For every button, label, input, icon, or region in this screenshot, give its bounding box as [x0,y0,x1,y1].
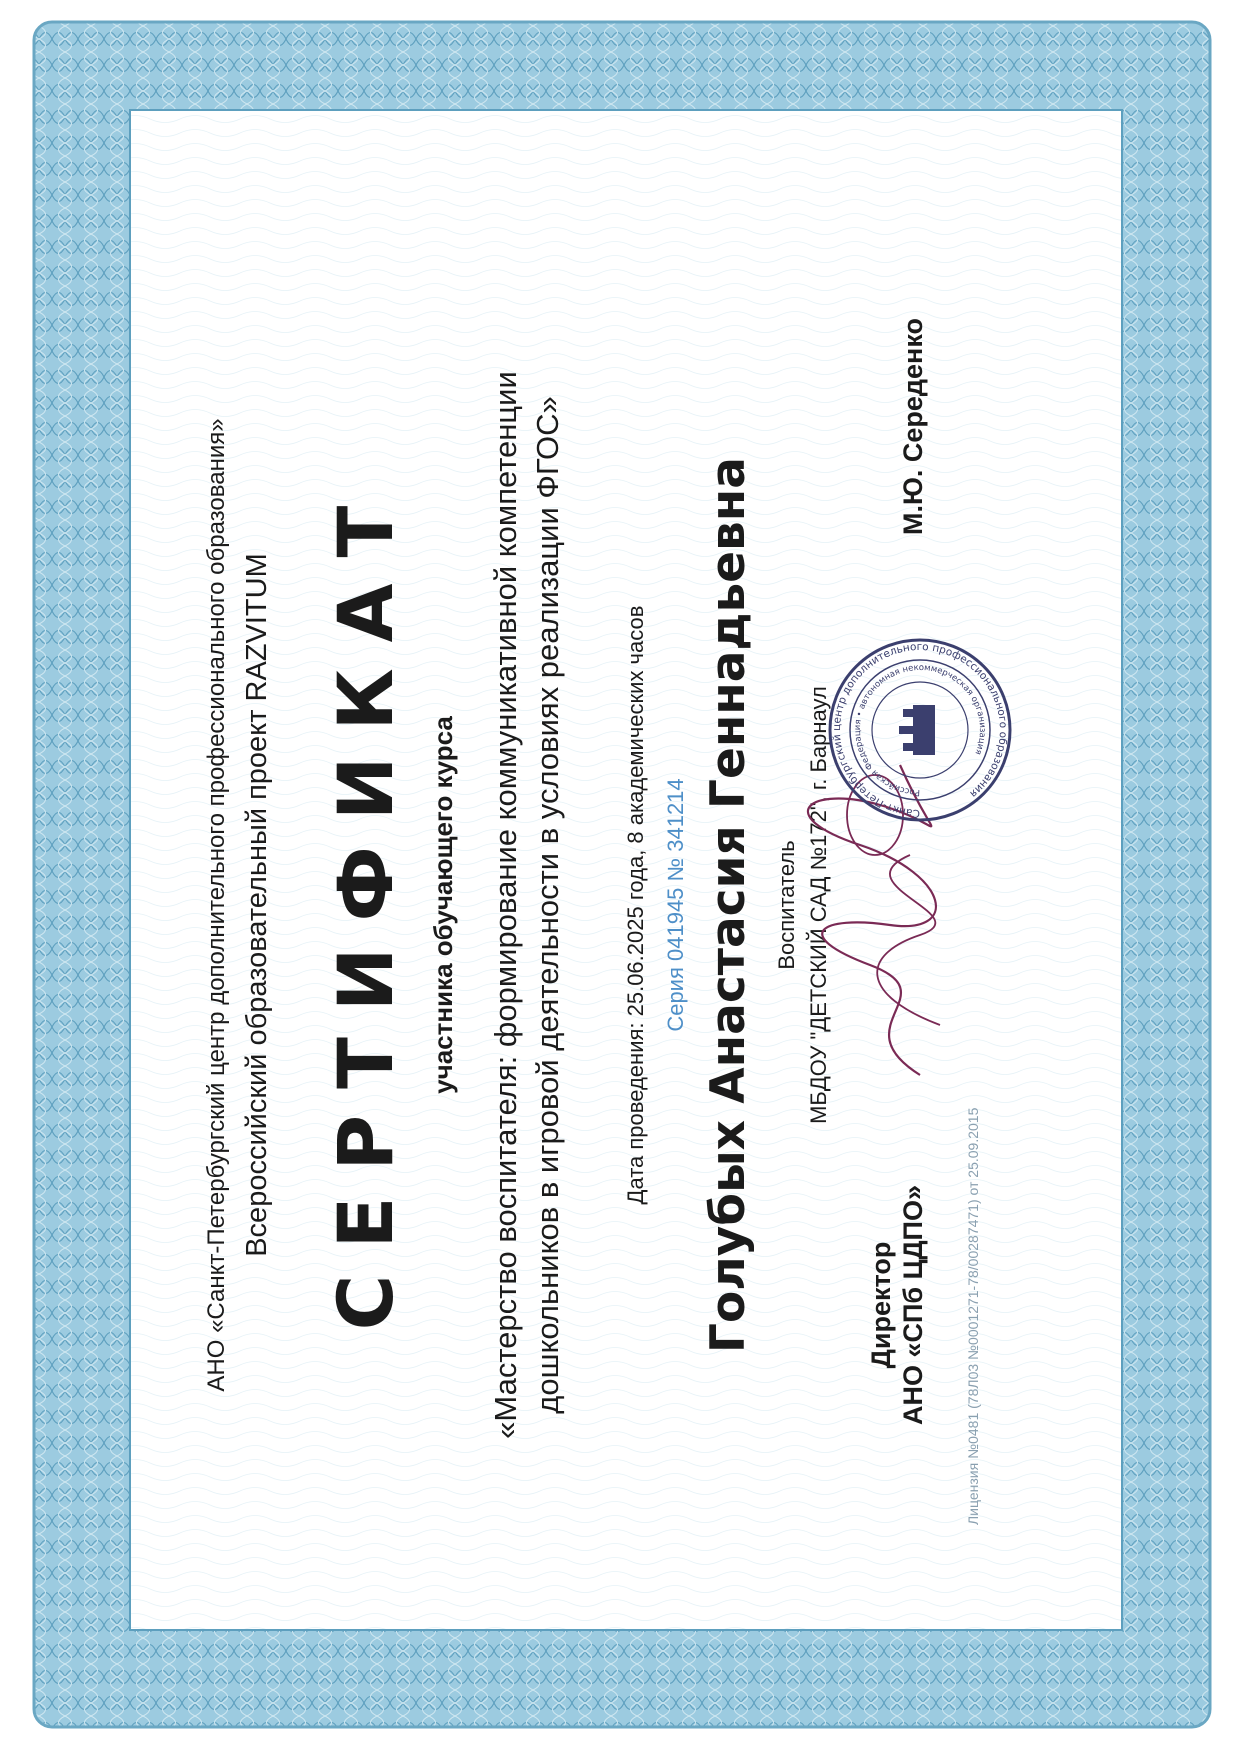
project-name: Всероссийский образовательный проект RAZVITUM [241,553,273,1257]
issuer-organization: АНО «Санкт-Петербургский центр дополнительного профессионального образования» [203,418,230,1392]
course-title-line-2: дошкольников в игровой деятельности в условиях реализации ФГОС» [530,396,565,1414]
serial-number: Серия 041945 № 341214 [663,778,688,1032]
official-seal-stamp [825,635,1015,825]
director-name: М.Ю. Середенко [898,318,928,535]
recipient-name: Голубых Анастасия Геннадьевна [701,457,756,1353]
certificate-content [30,30,1210,1720]
seal-emblem-icon [899,705,935,755]
license-text: Лицензия №0481 (78Л03 №0001271-78/00287471) от 25.09.2015 [965,1107,981,1525]
course-date: Дата проведения: 25.06.2025 года, 8 академических часов [623,605,648,1205]
director-block [865,1185,930,1425]
rotated-certificate [150,205,1010,1605]
recipient-position: Воспитатель [774,840,799,970]
seal-inner-text: Российская Федерация • автономная некоммерческая организация [852,662,988,798]
certificate-title: СЕРТИФИКАТ [321,479,410,1331]
course-title-line-1: «Мастерство воспитателя: формирование коммуникативной компетенции [488,371,523,1439]
director-title: Директор [866,1241,896,1369]
director-organization: АНО «СПб ЦДПО» [898,1185,929,1425]
certificate-subtitle: участника обучающего курса [428,716,458,1094]
recipient-institution: МБДОУ "ДЕТСКИЙ САД №172", г. Барнаул [806,686,831,1124]
seal-outer-text: Санкт-Петербургский центр дополнительного профессионального образования [830,640,1010,820]
